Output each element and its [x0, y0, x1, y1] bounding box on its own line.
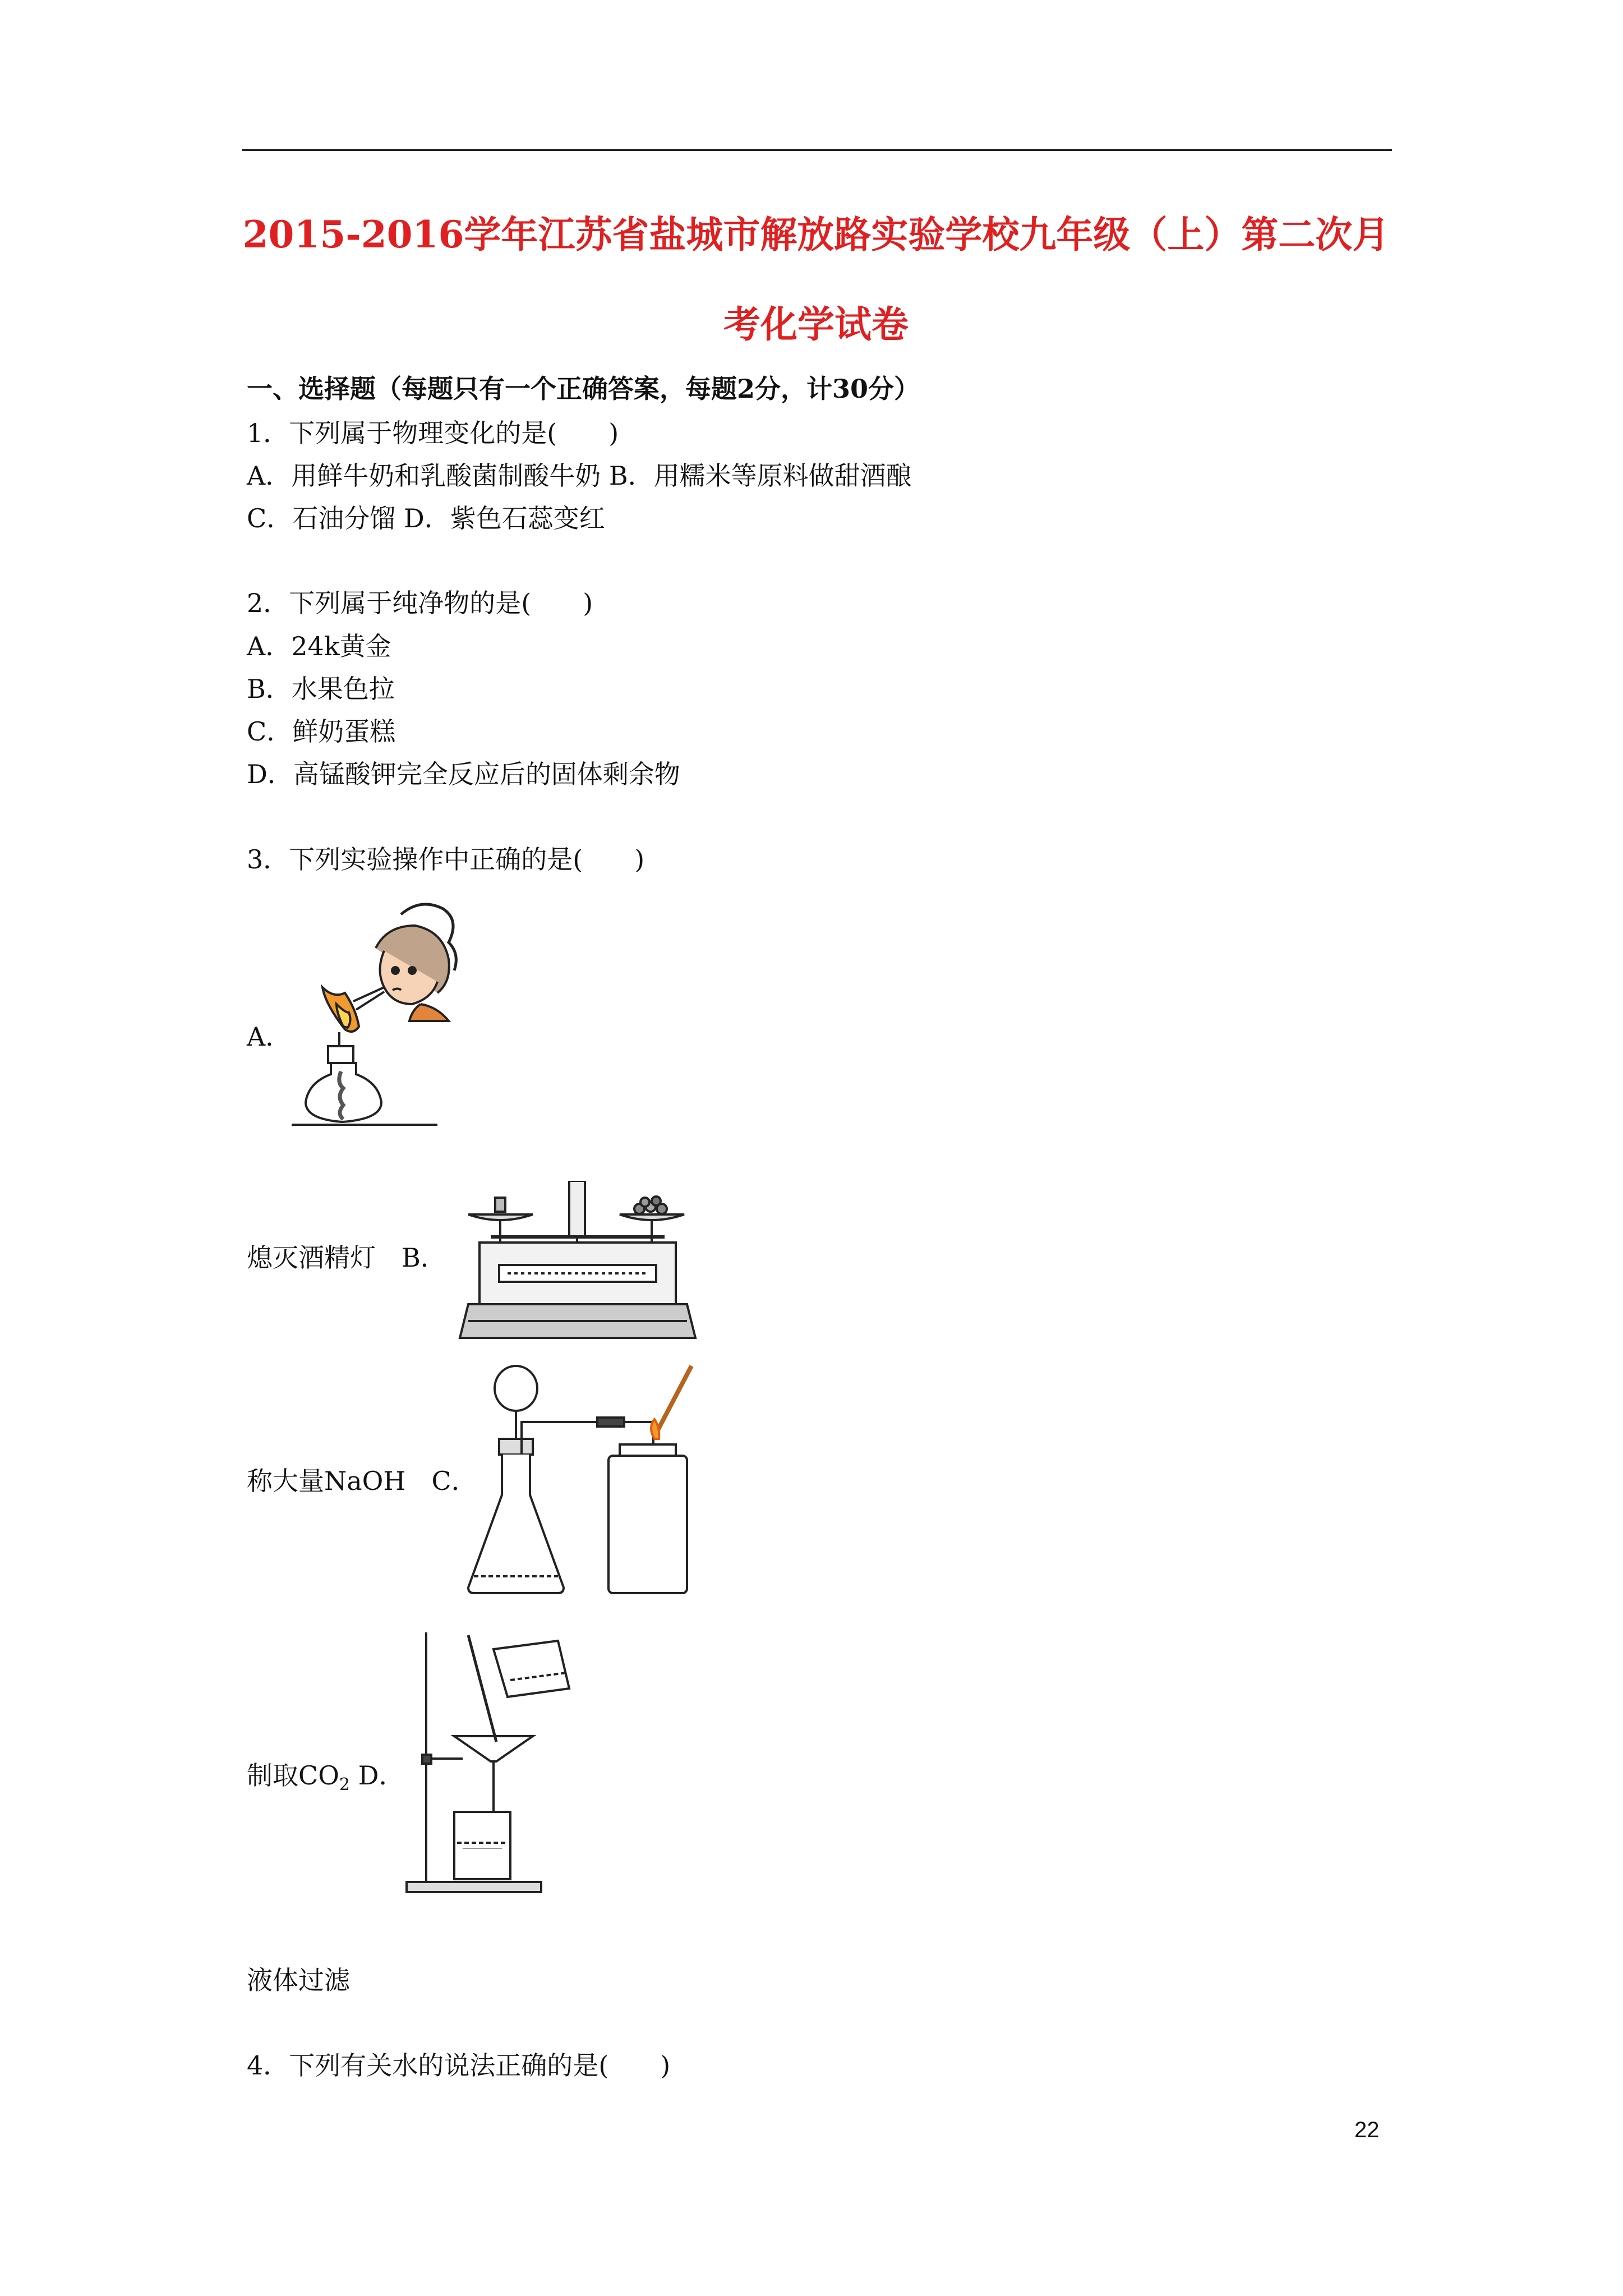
- q4-stem: 4．下列有关水的说法正确的是( ): [247, 2050, 671, 2081]
- q2-option-a: A．24k黄金: [247, 631, 391, 661]
- page-number: 22: [1354, 2118, 1380, 2142]
- filtration-setup-figure: [401, 1627, 620, 1896]
- q1-stem: 1．下列属于物理变化的是( ): [247, 418, 619, 448]
- exam-title-line1: 2015-2016学年江苏省盐城市解放路实验学校九年级（上）第二次月: [242, 213, 1390, 256]
- q2-option-c: C．鲜奶蛋糕: [247, 716, 396, 747]
- q1-options-cd: C．石油分馏 D．紫色石蕊变红: [247, 503, 605, 533]
- alcohol-lamp-blowing-figure: [292, 892, 494, 1189]
- q3-option-a-caption-and-b-label: 熄灭酒精灯 B．: [247, 1243, 446, 1273]
- header-rule: [242, 149, 1392, 151]
- q3-stem: 3．下列实验操作中正确的是( ): [247, 844, 645, 875]
- q3-option-c-caption-and-d-label: 制取$CO_2$ D．: [247, 1760, 405, 1795]
- balance-scale-figure: [457, 1181, 698, 1349]
- exam-title-line2: 考化学试卷: [723, 302, 909, 346]
- q1-options-ab: A．用鲜牛奶和乳酸菌制酸牛奶 B．用糯米等原料做甜酒酿: [247, 461, 912, 491]
- q3-label-a: A．: [247, 1022, 292, 1052]
- q3-option-d-caption: 液体过滤: [247, 1965, 350, 1995]
- q3-option-b-caption-and-c-label: 称大量NaOH C．: [247, 1466, 477, 1496]
- q2-option-d: D．高锰酸钾完全反应后的固体剩余物: [247, 759, 680, 789]
- q2-stem: 2．下列属于纯净物的是( ): [247, 588, 593, 618]
- q2-option-b: B．水果色拉: [247, 674, 395, 704]
- section-heading: 一、选择题（每题只有一个正确答案，每题2分，计30分）: [247, 374, 920, 404]
- gas-generation-apparatus-figure: [457, 1360, 698, 1602]
